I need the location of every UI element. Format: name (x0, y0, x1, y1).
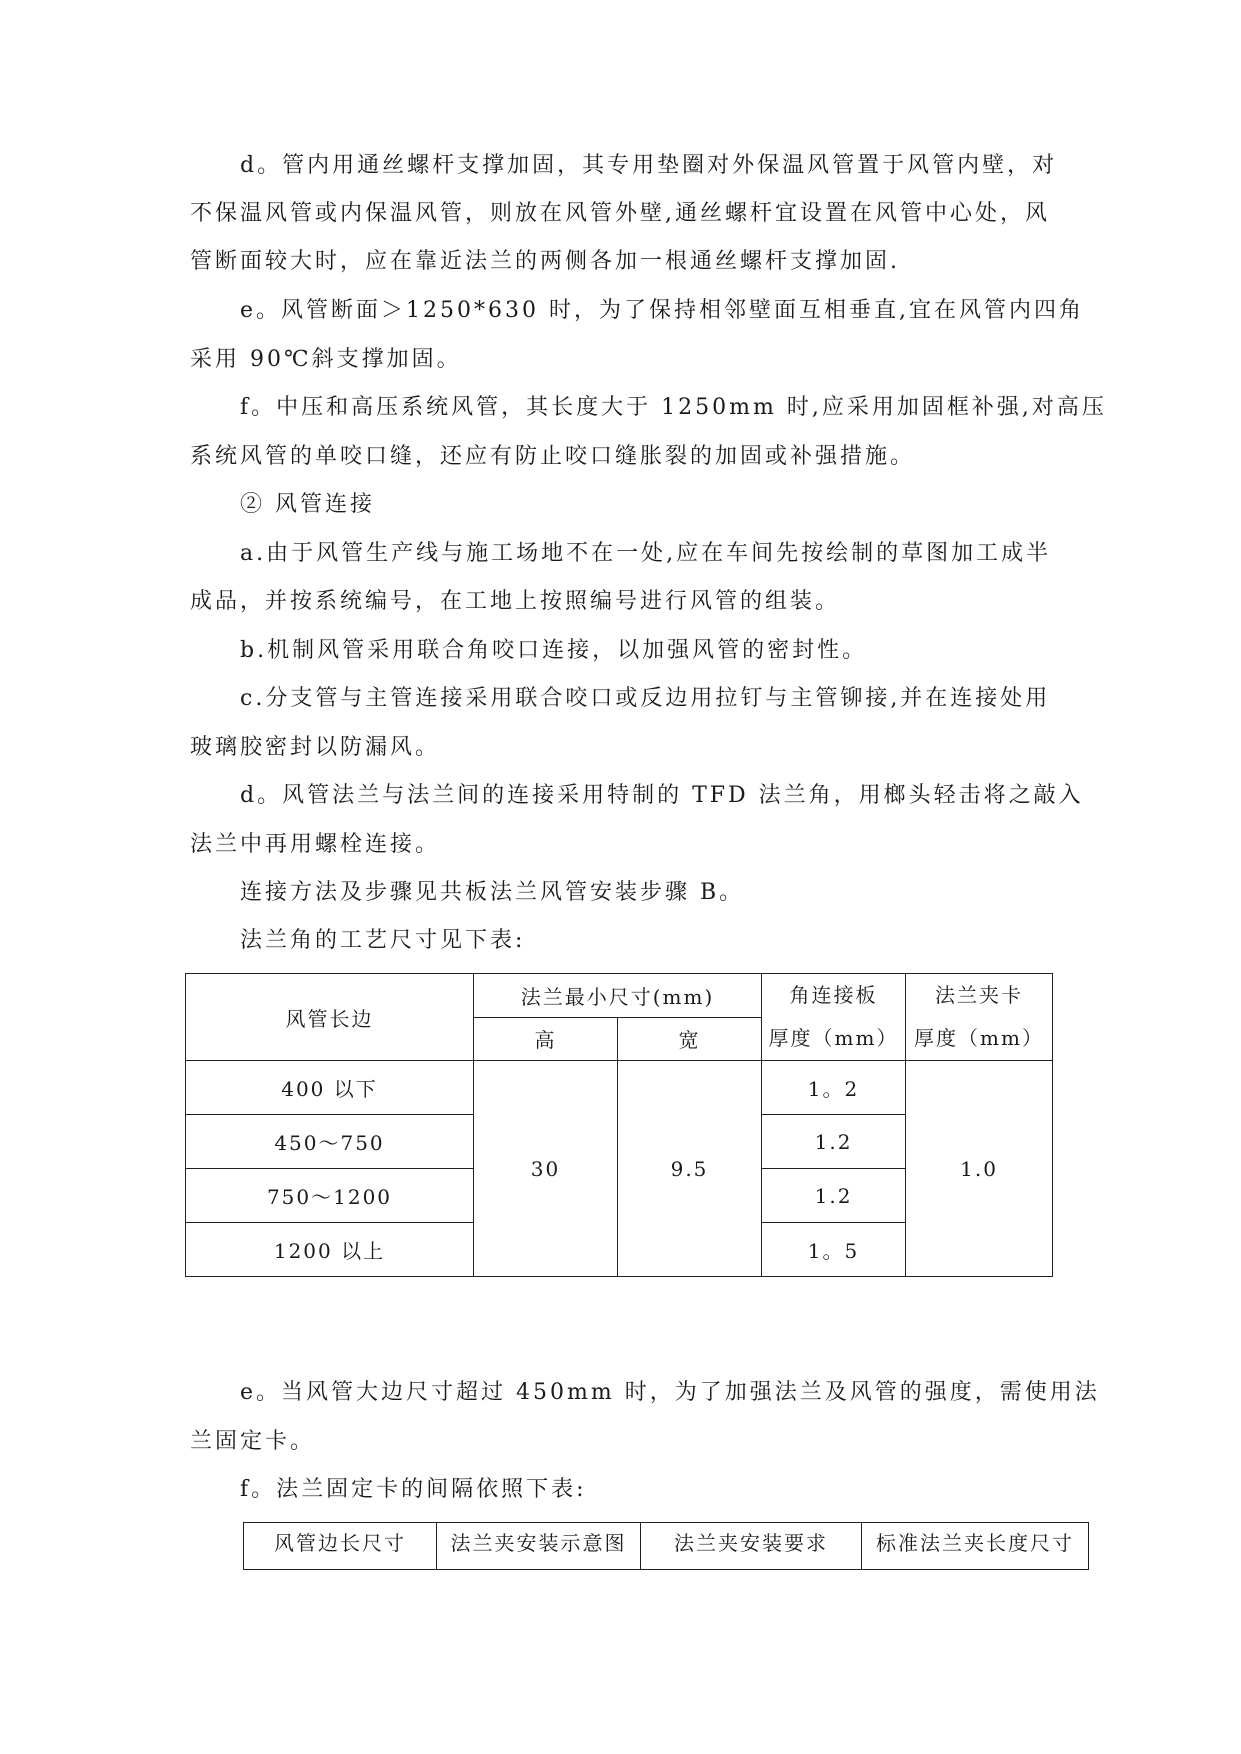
header-clip-thickness (906, 974, 1053, 1061)
paragraph-line: b.机制风管采用联合角咬口连接，以加强风管的密封性。 (240, 638, 868, 663)
cell-length: 400 以下 (186, 1061, 474, 1115)
cell-length: 450～750 (186, 1115, 474, 1169)
header-corner-plate-thickness (762, 974, 906, 1061)
cell-clip-value: 1.0 (906, 1061, 1053, 1277)
cell-corner: 1.2 (762, 1115, 906, 1169)
paragraph-line: c.分支管与主管连接采用联合咬口或反边用拉钉与主管铆接,并在连接处用 (240, 686, 1051, 711)
header-clip-diagram: 法兰夹安装示意图 (437, 1523, 641, 1570)
flange-clip-spacing-table (243, 1522, 1089, 1570)
section-heading: ② 风管连接 (240, 492, 375, 517)
flange-angle-table (185, 973, 1053, 1277)
header-corner-plate-l2: 厚度（mm） (768, 1026, 899, 1050)
paragraph-line: 法兰角的工艺尺寸见下表: (240, 928, 526, 953)
header-duct-side-size: 风管边长尺寸 (244, 1523, 437, 1570)
paragraph-line: 兰固定卡。 (190, 1429, 316, 1454)
cell-length: 750～1200 (186, 1169, 474, 1223)
header-clip-l2: 厚度（mm） (914, 1026, 1044, 1050)
paragraph-line: e。当风管大边尺寸超过 450mm 时，为了加强法兰及风管的强度，需使用法 (240, 1380, 1100, 1405)
paragraph-line: 连接方法及步骤见共板法兰风管安装步骤 B。 (240, 880, 745, 905)
paragraph-line: d。管内用通丝螺杆支撑加固，其专用垫圈对外保温风管置于风管内壁，对 (240, 153, 1058, 178)
paragraph-line: 采用 90℃斜支撑加固。 (190, 347, 462, 372)
paragraph-line: a.由于风管生产线与施工场地不在一处,应在车间先按绘制的草图加工成半 (240, 541, 1052, 566)
header-flange-min-size: 法兰最小尺寸(mm) (474, 974, 762, 1018)
cell-corner: 1。2 (762, 1061, 906, 1115)
table-row (186, 1061, 1053, 1115)
header-duct-long-side: 风管长边 (186, 974, 474, 1061)
cell-corner: 1。5 (762, 1223, 906, 1277)
cell-length: 1200 以上 (186, 1223, 474, 1277)
paragraph-line: 成品，并按系统编号，在工地上按照编号进行风管的组装。 (190, 589, 841, 614)
paragraph-line: d。风管法兰与法兰间的连接采用特制的 TFD 法兰角，用榔头轻击将之敲入 (240, 783, 1084, 808)
header-clip-requirements: 法兰夹安装要求 (641, 1523, 862, 1570)
paragraph-line: 管断面较大时，应在靠近法兰的两侧各加一根通丝螺杆支撑加固. (190, 249, 900, 274)
header-corner-plate-l1: 角连接板 (789, 983, 878, 1007)
header-height: 高 (474, 1017, 618, 1061)
header-width: 宽 (618, 1017, 762, 1061)
cell-width-value: 9.5 (618, 1061, 762, 1277)
paragraph-line: f。中压和高压系统风管，其长度大于 1250mm 时,应采用加固框补强,对高压 (240, 395, 1107, 420)
header-clip-l1: 法兰夹卡 (935, 983, 1024, 1007)
paragraph-line: 不保温风管或内保温风管，则放在风管外壁,通丝螺杆宜设置在风管中心处，风 (190, 201, 1050, 226)
paragraph-line: f。法兰固定卡的间隔依照下表: (240, 1477, 587, 1502)
header-standard-clip-length: 标准法兰夹长度尺寸 (862, 1523, 1089, 1570)
cell-corner: 1.2 (762, 1169, 906, 1223)
paragraph-line: e。风管断面＞1250*630 时，为了保持相邻壁面互相垂直,宜在风管内四角 (240, 298, 1084, 323)
cell-height-value: 30 (474, 1061, 618, 1277)
paragraph-line: 玻璃胶密封以防漏风。 (190, 735, 441, 760)
paragraph-line: 法兰中再用螺栓连接。 (190, 832, 441, 857)
paragraph-line: 系统风管的单咬口缝，还应有防止咬口缝胀裂的加固或补强措施。 (190, 444, 916, 469)
